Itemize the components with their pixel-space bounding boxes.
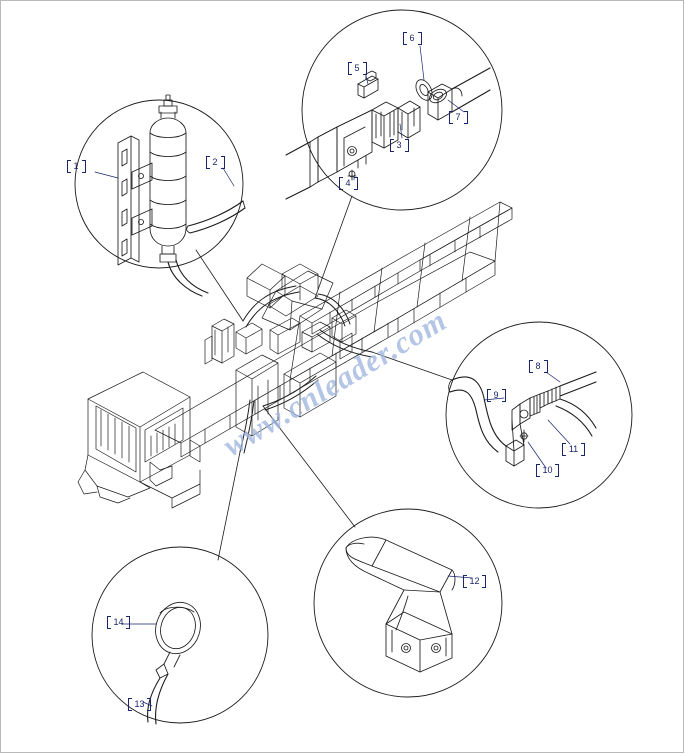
leader-accumulator [196,250,243,321]
callout-1 [66,160,86,173]
detail-bracket [346,537,455,672]
callout-10-label: 10 [536,464,559,477]
leader-1 [95,172,118,178]
callout-12-label: 12 [463,575,486,588]
leader-coupler [315,196,352,298]
circle-hose-tee [446,322,632,508]
callout-13-label: 13 [128,698,151,711]
circle-accumulator [75,100,243,268]
callout-14-label: 14 [107,616,130,629]
callout-11-label: 11 [562,443,585,456]
callout-2-label: 2 [206,156,225,169]
callout-11 [562,443,585,456]
leader-bracket [263,406,355,527]
detail-coupler [286,68,490,199]
callout-6 [402,32,422,45]
callout-2 [205,156,225,169]
leader-11 [548,420,570,444]
machine-body [78,202,512,508]
callout-10 [536,464,559,477]
circle-gauge [92,547,268,723]
callout-4 [338,177,358,190]
callout-5 [347,62,367,75]
callout-8-label: 8 [529,360,548,373]
callout-7 [448,111,468,124]
callout-13 [128,698,151,711]
callout-12 [463,575,486,588]
leader-8 [546,372,560,382]
callout-8 [528,360,548,373]
callout-5-label: 5 [348,62,367,75]
circle-bracket [314,509,502,697]
detail-gauge [148,596,207,724]
callout-3 [389,139,409,152]
callout-6-label: 6 [403,32,422,45]
callout-9 [486,389,506,402]
leader-6 [420,46,424,80]
detail-accumulator [118,95,245,296]
leader-2 [223,168,234,186]
leader-hose-tee [372,352,452,380]
leader-gauge [218,452,240,560]
callout-7-label: 7 [449,111,468,124]
callout-3-label: 3 [390,139,409,152]
callout-14 [107,616,130,629]
callout-1-label: 1 [67,160,86,173]
callout-9-label: 9 [487,389,506,402]
callout-leaders [95,46,570,706]
callout-4-label: 4 [339,177,358,190]
watermark-text: www.cnleader.com [216,302,453,464]
